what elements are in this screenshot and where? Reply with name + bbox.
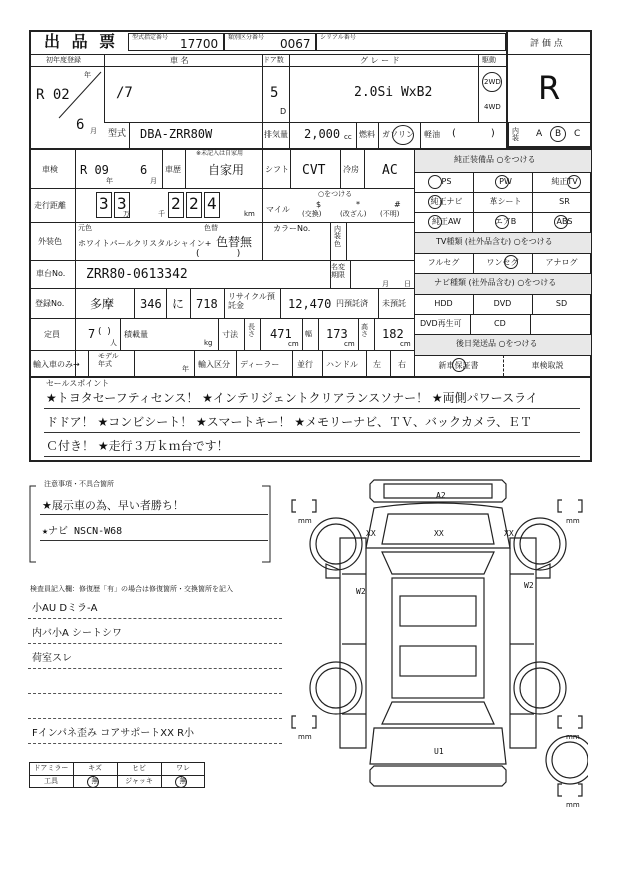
fuel-label: 燃料: [359, 130, 375, 139]
legend-cell: 無: [91, 777, 99, 785]
disp-value: 2,000: [304, 127, 341, 141]
first-reg-year-unit: 年: [84, 71, 91, 79]
handle-right: 右: [398, 360, 406, 369]
orig-color-label: 元色: [78, 224, 92, 232]
shift-value: CVT: [302, 163, 326, 178]
tv-header: TV種類 (社外品含む) ○をつける: [436, 237, 553, 246]
drive-2wd: 2WD: [484, 78, 501, 86]
interior-color-label: 内装色: [334, 225, 341, 248]
paint-paren: ( ): [196, 249, 241, 259]
history-value: 自家用: [208, 163, 245, 177]
len-value: 471: [270, 327, 292, 341]
interior-label: 内装: [512, 127, 519, 142]
option-item: PS: [441, 177, 452, 186]
capacity-value: 7: [88, 327, 96, 341]
orig-color-value: ホワイトパールクリスタルシャイン+: [78, 239, 212, 248]
option-item: PW: [499, 177, 512, 186]
later-item: 新車保証書: [438, 361, 479, 370]
reg-region: 多摩: [90, 297, 115, 311]
inspector-line: 内バ小A シートシワ: [32, 628, 123, 639]
import-class-label: 輸入区分: [198, 360, 230, 369]
option-circle: [428, 215, 442, 229]
option-circle: [495, 175, 509, 189]
wid-unit: cm: [344, 340, 355, 348]
notes-line-1: ★展示車の為、早い者勝ち！: [42, 499, 184, 512]
wid-value: 173: [326, 327, 348, 341]
disp-unit: cc: [344, 133, 352, 141]
paint-label: 色替: [204, 224, 218, 232]
sales-line: Ｃ付き！ ★走行３万ｋｍ台です！: [46, 439, 229, 453]
car-name-value: /7: [116, 85, 133, 101]
inspector-label: 検査員記入欄：修復歴「有」の場合は修復箇所・交換箇所を記入: [30, 585, 233, 593]
sales-line: ドドア！ ★コンビシート！ ★スマートキー！ ★メモリーナビ、ＴＶ、バックカメラ、ＥＴ: [46, 415, 533, 429]
shaken-month: 6: [140, 163, 148, 177]
color-label: 外装色: [38, 237, 62, 246]
damage-mark: W2: [356, 587, 366, 596]
legend-cell: ジャッキ: [125, 777, 153, 785]
navi-header: ナビ種類 (社外品含む) ○をつける: [434, 278, 557, 287]
unknown-text: (不明): [380, 210, 400, 218]
hgt-value: 182: [382, 327, 404, 341]
navi-item: DVD: [493, 299, 512, 308]
capacity-label: 定員: [44, 330, 60, 339]
grade-value: 2.0Si WxB2: [354, 85, 433, 100]
legend-cell: 工具: [44, 777, 58, 785]
ac-value: AC: [382, 163, 398, 178]
option-circle: [567, 175, 581, 189]
model-year-unit: 年: [182, 365, 189, 373]
first-reg-month: 6: [76, 117, 85, 133]
form-title: 出 品 票: [44, 32, 119, 51]
regno-label: 登録No.: [35, 299, 65, 308]
shaken-year-unit: 年: [106, 177, 113, 185]
mile-label: マイル: [266, 205, 290, 214]
damage-mark: XX: [366, 529, 376, 538]
tamper-text: (改ざん): [340, 210, 367, 218]
model-label: 型式: [108, 129, 127, 139]
handle-label: ハンドル: [326, 360, 358, 369]
nc-day: 日: [404, 280, 411, 288]
shaken-value: R 09: [80, 163, 109, 177]
sales-label: セールスポイント: [46, 379, 110, 388]
mm-label: mm: [298, 733, 312, 741]
score-value: R: [538, 69, 561, 107]
option-circle: [554, 215, 568, 229]
swap-mark: $: [316, 200, 322, 209]
import-dealer: ディーラー: [240, 360, 280, 369]
drive-label: 駆動: [482, 56, 496, 64]
doors-label: ドア数: [263, 56, 284, 64]
sales-line: ★トヨタセーフティセンス！ ★インテリジェントクリアランスソナー！ ★両側パワースライ: [46, 391, 538, 405]
recycle-unit: 円預託済: [336, 299, 368, 308]
legend-cell: 無: [179, 777, 187, 785]
tv-item: フルセグ: [427, 258, 460, 267]
disp-label: 排気量: [264, 130, 288, 139]
inspector-line: Fインパネ歪み コアサポートXX R小: [32, 728, 195, 739]
damage-mark: XX: [504, 529, 514, 538]
recycle-value: 12,470: [288, 297, 332, 311]
capacity-paren: ( ): [98, 327, 111, 337]
import-label: 輸入車のみ→: [33, 360, 80, 369]
damage-mark: XX: [434, 529, 444, 538]
hgt-label: 高さ: [361, 323, 368, 339]
car-name-label: 車 名: [170, 56, 189, 65]
doors-value: 5: [270, 85, 279, 101]
first-reg-label: 初年度登録: [46, 56, 81, 64]
damage-mark: W2: [524, 581, 534, 590]
cd-label: CD: [494, 319, 506, 328]
serial-label: シリアル番号: [320, 34, 356, 41]
notes-line-2: ★ナビ NSCN-W68: [42, 526, 123, 537]
genuine-header: 純正装備品 ○をつける: [454, 155, 536, 164]
reg-class: 346: [140, 297, 162, 311]
notes-bracket: [26, 484, 276, 564]
dims-label: 寸法: [222, 330, 238, 339]
class-no-label: 類別区分番号: [228, 34, 265, 41]
mile-circle-note: ○をつける: [318, 190, 353, 198]
mm-label: mm: [566, 801, 580, 809]
legend-cell: ヒビ: [132, 764, 146, 772]
option-circle: [495, 215, 509, 229]
fuel-other-paren: ( ): [452, 128, 495, 139]
damage-mark: U1: [434, 747, 444, 756]
mileage-digit: 2: [189, 194, 199, 213]
mileage-digit: 2: [171, 194, 181, 213]
shaken-month-unit: 月: [150, 177, 157, 185]
doors-sub: D: [280, 107, 287, 116]
tv-oneseg-circle: [504, 255, 518, 269]
interior-a: A: [536, 129, 543, 139]
damage-mark: A2: [436, 491, 446, 500]
navi-item: HDD: [434, 299, 453, 308]
ac-label: 冷房: [343, 165, 359, 174]
history-label: 車歴: [165, 165, 181, 174]
legend-cell: ワレ: [176, 764, 190, 772]
mm-label: mm: [566, 733, 580, 741]
swap-text: (交換): [302, 210, 322, 218]
shift-label: シフト: [265, 165, 289, 174]
load-unit: kg: [204, 339, 213, 347]
tamper-mark: *: [356, 200, 360, 209]
option-item: 革シート: [489, 197, 522, 206]
option-circle: [428, 175, 442, 189]
mm-label: mm: [566, 517, 580, 525]
type-no-value: 17700: [180, 37, 219, 51]
len-label: 長さ: [248, 323, 255, 339]
mileage-digit: 4: [207, 194, 217, 213]
type-no-label: 型式指定番号: [132, 34, 169, 41]
load-label: 積載量: [124, 330, 148, 339]
history-note: ※未記入は自家用: [196, 150, 244, 157]
mileage-man: 万: [123, 210, 130, 218]
recycle-unpaid: 未預託: [382, 299, 406, 308]
paint-value: 色替無: [216, 235, 253, 249]
option-circle: [428, 195, 442, 209]
capacity-unit: 人: [110, 339, 117, 347]
inspector-line: 荷室スレ: [32, 653, 72, 664]
option-item: 純正TV: [551, 177, 578, 186]
tv-item: ワンセグ: [486, 258, 519, 267]
mileage-km: km: [244, 210, 255, 218]
fuel-diesel: 軽油: [424, 130, 440, 139]
wid-label: 幅: [305, 330, 312, 338]
tv-item: アナログ: [545, 258, 578, 267]
legend-cell: キズ: [88, 764, 102, 772]
notes-label: 注意事項・不具合箇所: [44, 480, 114, 488]
unknown-mark: #: [394, 200, 401, 209]
drive-4wd: 4WD: [484, 103, 501, 111]
nc-month: 月: [382, 280, 389, 288]
option-item: エアB: [494, 217, 517, 226]
mileage-digit: 3: [117, 194, 127, 213]
mileage-digit: 3: [99, 194, 109, 213]
model-year-label: モデル年式: [98, 352, 119, 368]
colorno-label: カラーNo.: [273, 224, 311, 233]
score-label: 評 価 点: [530, 39, 563, 49]
reg-kana: に: [172, 297, 185, 311]
option-item: SR: [559, 197, 570, 206]
import-parallel: 並行: [297, 360, 313, 369]
later-warranty-circle: [452, 358, 466, 372]
fuel-gas: ガソリン: [382, 130, 414, 139]
mileage-sen: 千: [158, 210, 165, 218]
recycle-label: リサイクル預託金: [228, 292, 275, 310]
chassis-value: ZRR80-0613342: [86, 267, 188, 282]
first-reg-month-unit: 月: [90, 127, 97, 135]
handle-left: 左: [373, 360, 381, 369]
later-item: 車検取説: [531, 361, 564, 370]
option-item: 純正AW: [432, 217, 461, 226]
class-no-value: 0067: [280, 37, 311, 51]
option-item: 純正ナビ: [430, 197, 463, 206]
inspector-line: 小AU Dミラ-A: [32, 603, 98, 614]
chassis-label: 車台No.: [36, 269, 66, 278]
option-item: ABS: [556, 217, 573, 226]
grade-label: グ レ ー ド: [360, 56, 400, 65]
shaken-label: 車検: [42, 165, 58, 174]
model-value: DBA-ZRR80W: [140, 127, 213, 141]
mileage-label: 走行距離: [34, 201, 66, 210]
interior-c: C: [574, 129, 581, 139]
interior-b: B: [555, 129, 562, 139]
dvd-label: DVD再生可: [420, 319, 462, 328]
reg-num: 718: [196, 297, 218, 311]
navi-item: SD: [555, 299, 568, 308]
later-header: 後日発送品 ○をつける: [456, 339, 538, 348]
name-change-label: 名変期限: [331, 263, 345, 279]
len-unit: cm: [288, 340, 299, 348]
mm-label: mm: [298, 517, 312, 525]
hgt-unit: cm: [400, 340, 411, 348]
legend-cell: ドアミラー: [33, 764, 69, 772]
first-reg-era: R 02: [36, 87, 70, 103]
